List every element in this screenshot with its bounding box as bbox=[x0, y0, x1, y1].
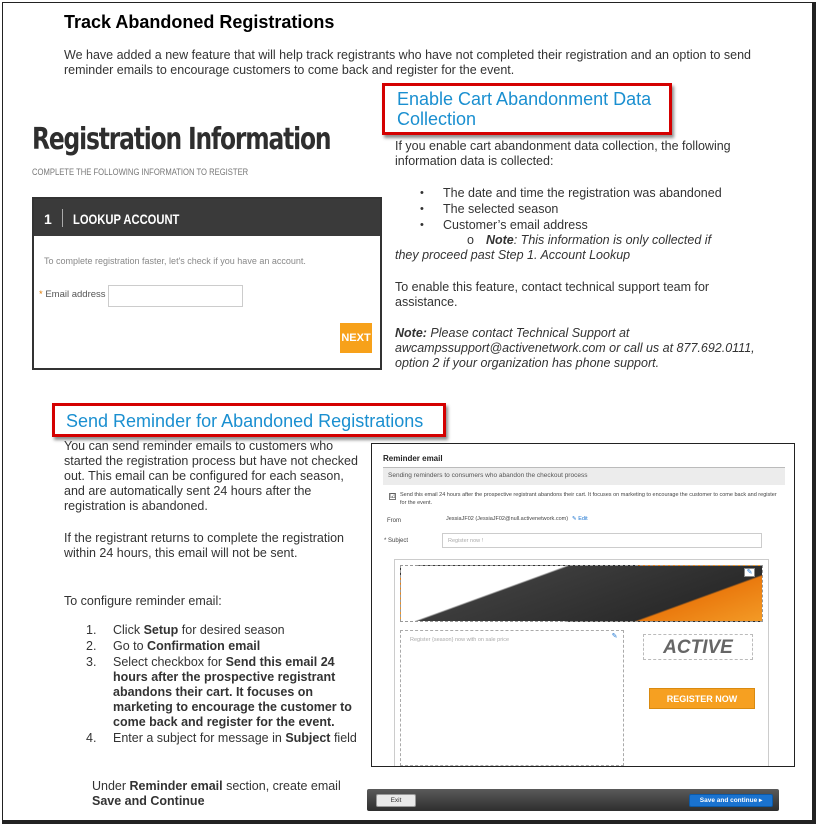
cart-abandonment-lead: If you enable cart abandonment data collection, the following information data is collected: bbox=[395, 139, 731, 168]
note-text: : This information is only collected if bbox=[513, 233, 712, 247]
step-text: Enter a subject for message in bbox=[113, 731, 286, 745]
closing-save-label: Save and Continue bbox=[92, 794, 205, 808]
reminder-paragraph-1: You can send reminder emails to customers who started the registration process but have not checked out. This email can be configured for each season, and are automatically sent 24 hours after the registration is abandoned. bbox=[64, 439, 358, 513]
reminder-description: Sending reminders to consumers who abandon the checkout process bbox=[383, 468, 785, 485]
list-item bbox=[86, 731, 361, 746]
step-bold: Setup bbox=[143, 623, 179, 637]
list-item: • The date and time the registration was abandoned bbox=[420, 185, 722, 201]
note-label: Note bbox=[485, 233, 514, 247]
active-logo: ACTIVE bbox=[643, 634, 753, 660]
step-text: Click bbox=[113, 623, 144, 637]
email-body-placeholder: Register {season} now with on sale price bbox=[410, 637, 510, 643]
lookup-account-header bbox=[34, 199, 380, 236]
email-field[interactable] bbox=[108, 285, 243, 307]
email-body-editor[interactable] bbox=[400, 630, 624, 766]
save-and-continue-button[interactable]: Save and continue ▸ bbox=[689, 794, 773, 807]
step-text: Select checkbox for bbox=[113, 655, 226, 669]
reminder-email-title: Reminder email bbox=[383, 454, 443, 463]
email-preview-frame bbox=[394, 559, 769, 767]
register-now-button[interactable]: REGISTER NOW bbox=[649, 688, 755, 709]
required-asterisk: * bbox=[39, 289, 43, 300]
sub-bullet-marker: o bbox=[467, 233, 474, 247]
step-bold: Confirmation email bbox=[147, 639, 261, 653]
reminder-email-screenshot bbox=[371, 443, 795, 767]
step-number: 3. bbox=[86, 655, 97, 669]
list-item: • The selected season bbox=[420, 201, 722, 217]
closing-text: Under bbox=[92, 779, 130, 793]
email-label-text: Email address bbox=[45, 289, 106, 300]
collection-note-continued: they proceed past Step 1. Account Lookup bbox=[395, 248, 631, 262]
email-banner bbox=[400, 565, 763, 622]
registration-title: Registration Information bbox=[32, 122, 331, 157]
edit-pencil-icon[interactable]: ✎ bbox=[609, 633, 620, 642]
action-bar bbox=[367, 789, 779, 811]
step-number: 1 bbox=[44, 211, 52, 227]
email-label bbox=[39, 289, 106, 300]
divider bbox=[62, 209, 63, 227]
edit-pencil-icon[interactable]: ✎ bbox=[744, 568, 755, 577]
lookup-hint: To complete registration faster, let's check if you have an account. bbox=[44, 256, 306, 266]
reminder-heading: Send Reminder for Abandoned Registrations bbox=[66, 411, 424, 431]
collected-data-list bbox=[420, 185, 722, 233]
next-button[interactable]: NEXT bbox=[340, 323, 372, 353]
support-note-text: Please contact Technical Support at awcampssupport@activenetwork.com or call us at 877.692.0111, option 2 if your organization has phone support. bbox=[395, 326, 755, 370]
lookup-account-panel bbox=[32, 197, 382, 370]
step-text: field bbox=[330, 731, 357, 745]
closing-bold: Reminder email bbox=[129, 779, 223, 793]
step-text: for desired season bbox=[178, 623, 285, 637]
from-value bbox=[446, 516, 588, 522]
enable-instructions: To enable this feature, contact technical support team for assistance. bbox=[395, 280, 710, 309]
step-bold: Send this email 24 hours after the prospective registrant abandons their cart. It focuses on marketing to encourage the customer to come back and register for the event. bbox=[113, 655, 352, 729]
step-bold: Subject bbox=[285, 731, 331, 745]
send-reminder-checkbox-label: Send this email 24 hours after the prospective registrant abandons their cart. It focuses on marketing to encourage the customer to come back and register for the event. bbox=[400, 492, 777, 506]
support-note bbox=[395, 326, 755, 371]
step-number: 1. bbox=[86, 623, 97, 637]
cart-abandonment-heading-line2: Collection bbox=[397, 109, 477, 129]
edit-link[interactable]: ✎ Edit bbox=[572, 516, 588, 522]
closing-instruction bbox=[92, 779, 382, 794]
cart-abandonment-heading-line1: Enable Cart Abandonment Data bbox=[397, 89, 652, 109]
reminder-heading-box bbox=[52, 403, 446, 437]
list-item: • Customer’s email address bbox=[420, 217, 722, 233]
list-item bbox=[86, 655, 361, 730]
list-item bbox=[86, 639, 361, 654]
subject-label: * Subject bbox=[384, 538, 409, 544]
support-note-label: Note: bbox=[395, 326, 427, 340]
from-address: JessiaJF02 (JessiaJF02@null.activenetwork.com) bbox=[446, 516, 569, 522]
edit-link-label: Edit bbox=[578, 516, 588, 522]
active-logo: ACTIVE bbox=[417, 578, 486, 597]
subject-input[interactable]: Register now ! bbox=[442, 533, 762, 548]
configuration-steps bbox=[86, 623, 361, 747]
list-item bbox=[86, 623, 361, 638]
intro-paragraph: We have added a new feature that will help track registrants who have not completed their registration and an option to send reminder emails to encourage customers to come back and register for the event. bbox=[64, 48, 751, 77]
send-reminder-checkbox[interactable]: ☑ bbox=[390, 494, 396, 500]
registration-subtitle: COMPLETE THE FOLLOWING INFORMATION TO REGISTER bbox=[32, 167, 249, 177]
reminder-paragraph-3: To configure reminder email: bbox=[64, 594, 222, 608]
from-label: From bbox=[387, 518, 401, 524]
step-title: LOOKUP ACCOUNT bbox=[72, 211, 180, 227]
page-title: Track Abandoned Registrations bbox=[64, 12, 335, 32]
collection-note bbox=[467, 233, 711, 247]
step-number: 2. bbox=[86, 639, 97, 653]
exit-button[interactable]: Exit bbox=[376, 794, 416, 807]
cart-abandonment-heading-box bbox=[382, 83, 672, 135]
step-text: Go to bbox=[113, 639, 148, 653]
reminder-paragraph-2: If the registrant returns to complete the registration within 24 hours, this email will not be sent. bbox=[64, 531, 344, 560]
closing-text: section, create email bbox=[222, 779, 341, 793]
step-number: 4. bbox=[86, 731, 97, 745]
